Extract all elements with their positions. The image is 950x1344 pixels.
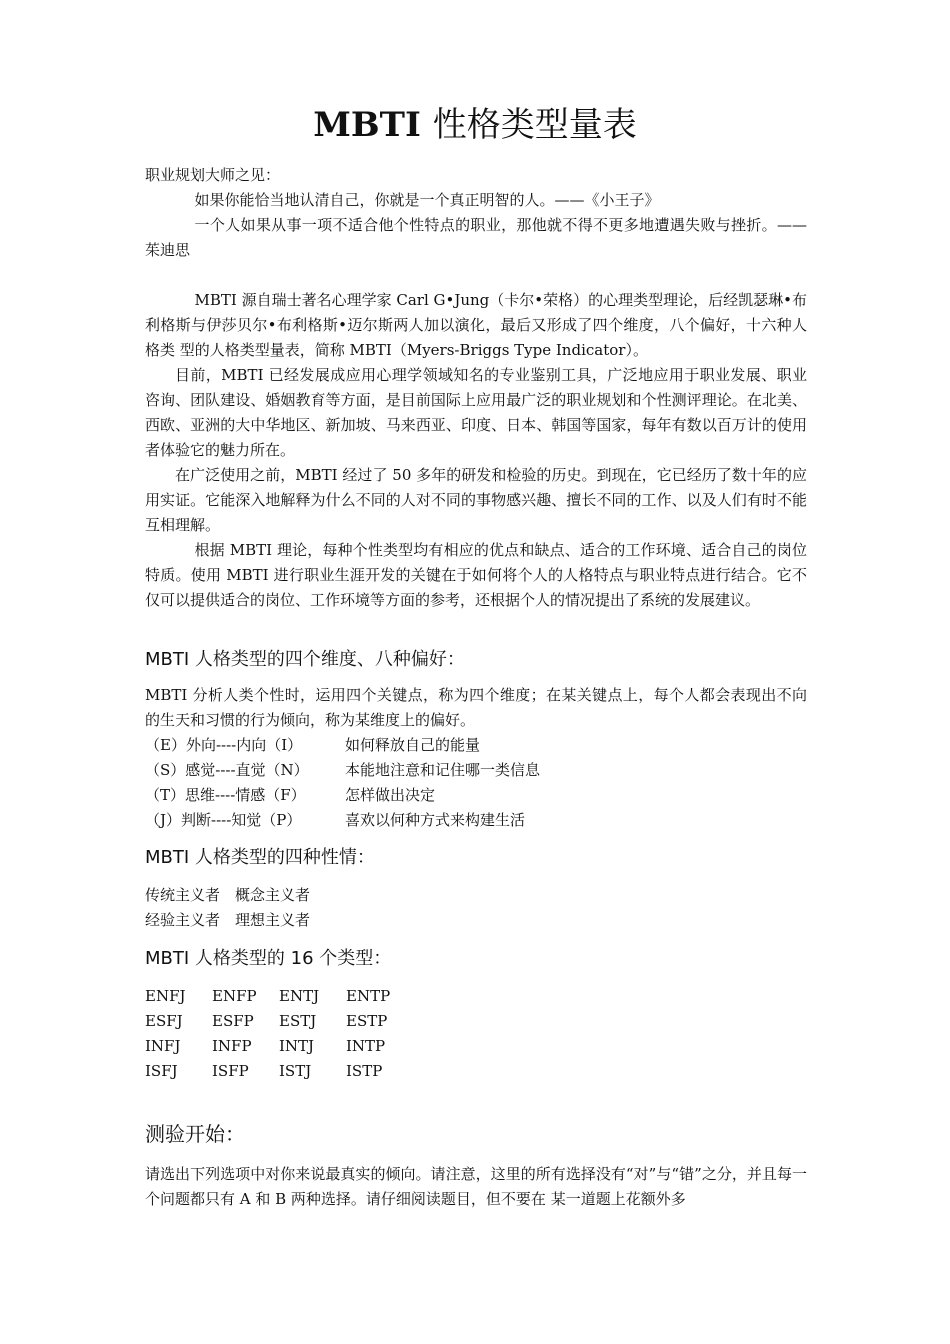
types-grid [145,984,807,1084]
type-cell: ISTP [346,1062,383,1080]
type-cell: ESFP [212,1012,254,1030]
dimension-row [145,733,807,758]
temperaments-line: 经验主义者 理想主义者 [145,911,311,929]
body-section [145,288,807,613]
type-cell: ENTP [346,987,391,1005]
dimensions-heading: MBTI 人格类型的四个维度、八种偏好： [145,649,465,670]
type-cell: INTJ [279,1037,315,1055]
paragraph-history: 在广泛使用之前，MBTI 经过了 50 多年的研发和检验的历史。到现在，它已经历了数十年的应用实证。它能深入地解释为什么不同的人对不同的事物感兴趣、擅长不同的工作、以及人们有时不能互相理解。 [145,466,807,534]
type-cell: ESTJ [279,1012,317,1030]
temperaments-section [145,843,807,933]
title-acronym: MBTI [313,105,421,145]
types-heading: MBTI 人格类型的 16 个类型： [145,948,392,969]
dimensions-section [145,645,807,833]
type-cell: ISFP [212,1062,249,1080]
dimension-desc: 怎样做出决定 [345,786,436,804]
temperaments-heading: MBTI 人格类型的四种性情： [145,847,375,868]
dimension-row [145,808,807,833]
page-title [0,100,950,150]
type-cell: ISTJ [279,1062,312,1080]
dimension-pair: （S）感觉----直觉（N） [145,761,309,779]
types-section [145,944,807,1084]
dimensions-intro: MBTI 分析人类个性时，运用四个关键点，称为四个维度；在某关键点上，每个人都会表现出不向的生天和习惯的行为倾向，称为某维度上的偏好。 [145,686,807,729]
paragraph-theory: 根据 MBTI 理论，每种个性类型均有相应的优点和缺点、适合的工作环境、适合自己的岗位特质。使用 MBTI 进行职业生涯开发的关键在于如何将个人的人格特点与职业特点进行结合。它不仅可以提供适合的岗位、工作环境等方面的参考，还根据个人的情况提出了系统的发展建议。 [145,541,807,609]
quote-little-prince: 如果你能恰当地认清自己，你就是一个真正明智的人。——《小王子》 [194,191,660,209]
dimension-desc: 如何释放自己的能量 [345,736,481,754]
type-cell: ISFJ [145,1062,178,1080]
paragraph-origin: MBTI 源自瑞士著名心理学家 Carl G•Jung（卡尔•荣格）的心理类型理论，后经凯瑟琳•布利格斯与伊莎贝尔•布利格斯•迈尔斯两人加以演化，最后又形成了四个维度，八个偏好，十六种人格类 型的人格类型量表，简称 MBTI（Myers-Briggs Type Indicator）。 [145,291,807,359]
dimension-pair: （J）判断----知觉（P） [145,811,302,829]
type-cell: ESTP [346,1012,388,1030]
type-cell: ENFJ [145,987,186,1005]
quote-judith: 一个人如果从事一项不适合他个性特点的职业，那他就不得不更多地遭遇失败与挫折。——茱迪思 [145,216,807,259]
dimension-pair: （E）外向----内向（I） [145,736,303,754]
dimension-pair: （T）思维----情感（F） [145,786,306,804]
type-cell: ENTJ [279,987,320,1005]
intro-label: 职业规划大师之见： [145,166,281,184]
type-cell: INFJ [145,1037,181,1055]
paragraph-applications: 目前，MBTI 已经发展成应用心理学领域知名的专业鉴别工具，广泛地应用于职业发展、职业咨询、团队建设、婚姻教育等方面，是目前国际上应用最广泛的职业规划和个性测评理论。在北美、西欧、亚洲的大中华地区、新加坡、马来西亚、印度、日本、韩国等国家，每年有数以百万计的使用者体验它的魅力所在。 [145,366,807,459]
test-section [145,1118,807,1212]
type-cell: ENFP [212,987,257,1005]
intro-section [145,163,807,263]
title-text: 性格类型量表 [432,105,637,145]
dimension-desc: 本能地注意和记住哪一类信息 [345,761,541,779]
dimension-row [145,758,807,783]
dimension-row [145,783,807,808]
type-cell: ESFJ [145,1012,183,1030]
type-cell: INTP [346,1037,386,1055]
test-instructions: 请选出下列选项中对你来说最真实的倾向。请注意，这里的所有选择没有“对”与“错”之分，并且每一个问题都只有 A 和 B 两种选择。请仔细阅读题目，但不要在 某一道题上花额外多 [145,1165,807,1208]
temperaments-line: 传统主义者 概念主义者 [145,886,311,904]
type-cell: INFP [212,1037,252,1055]
dimension-desc: 喜欢以何种方式来构建生活 [345,811,526,829]
test-heading: 测验开始： [145,1122,245,1146]
